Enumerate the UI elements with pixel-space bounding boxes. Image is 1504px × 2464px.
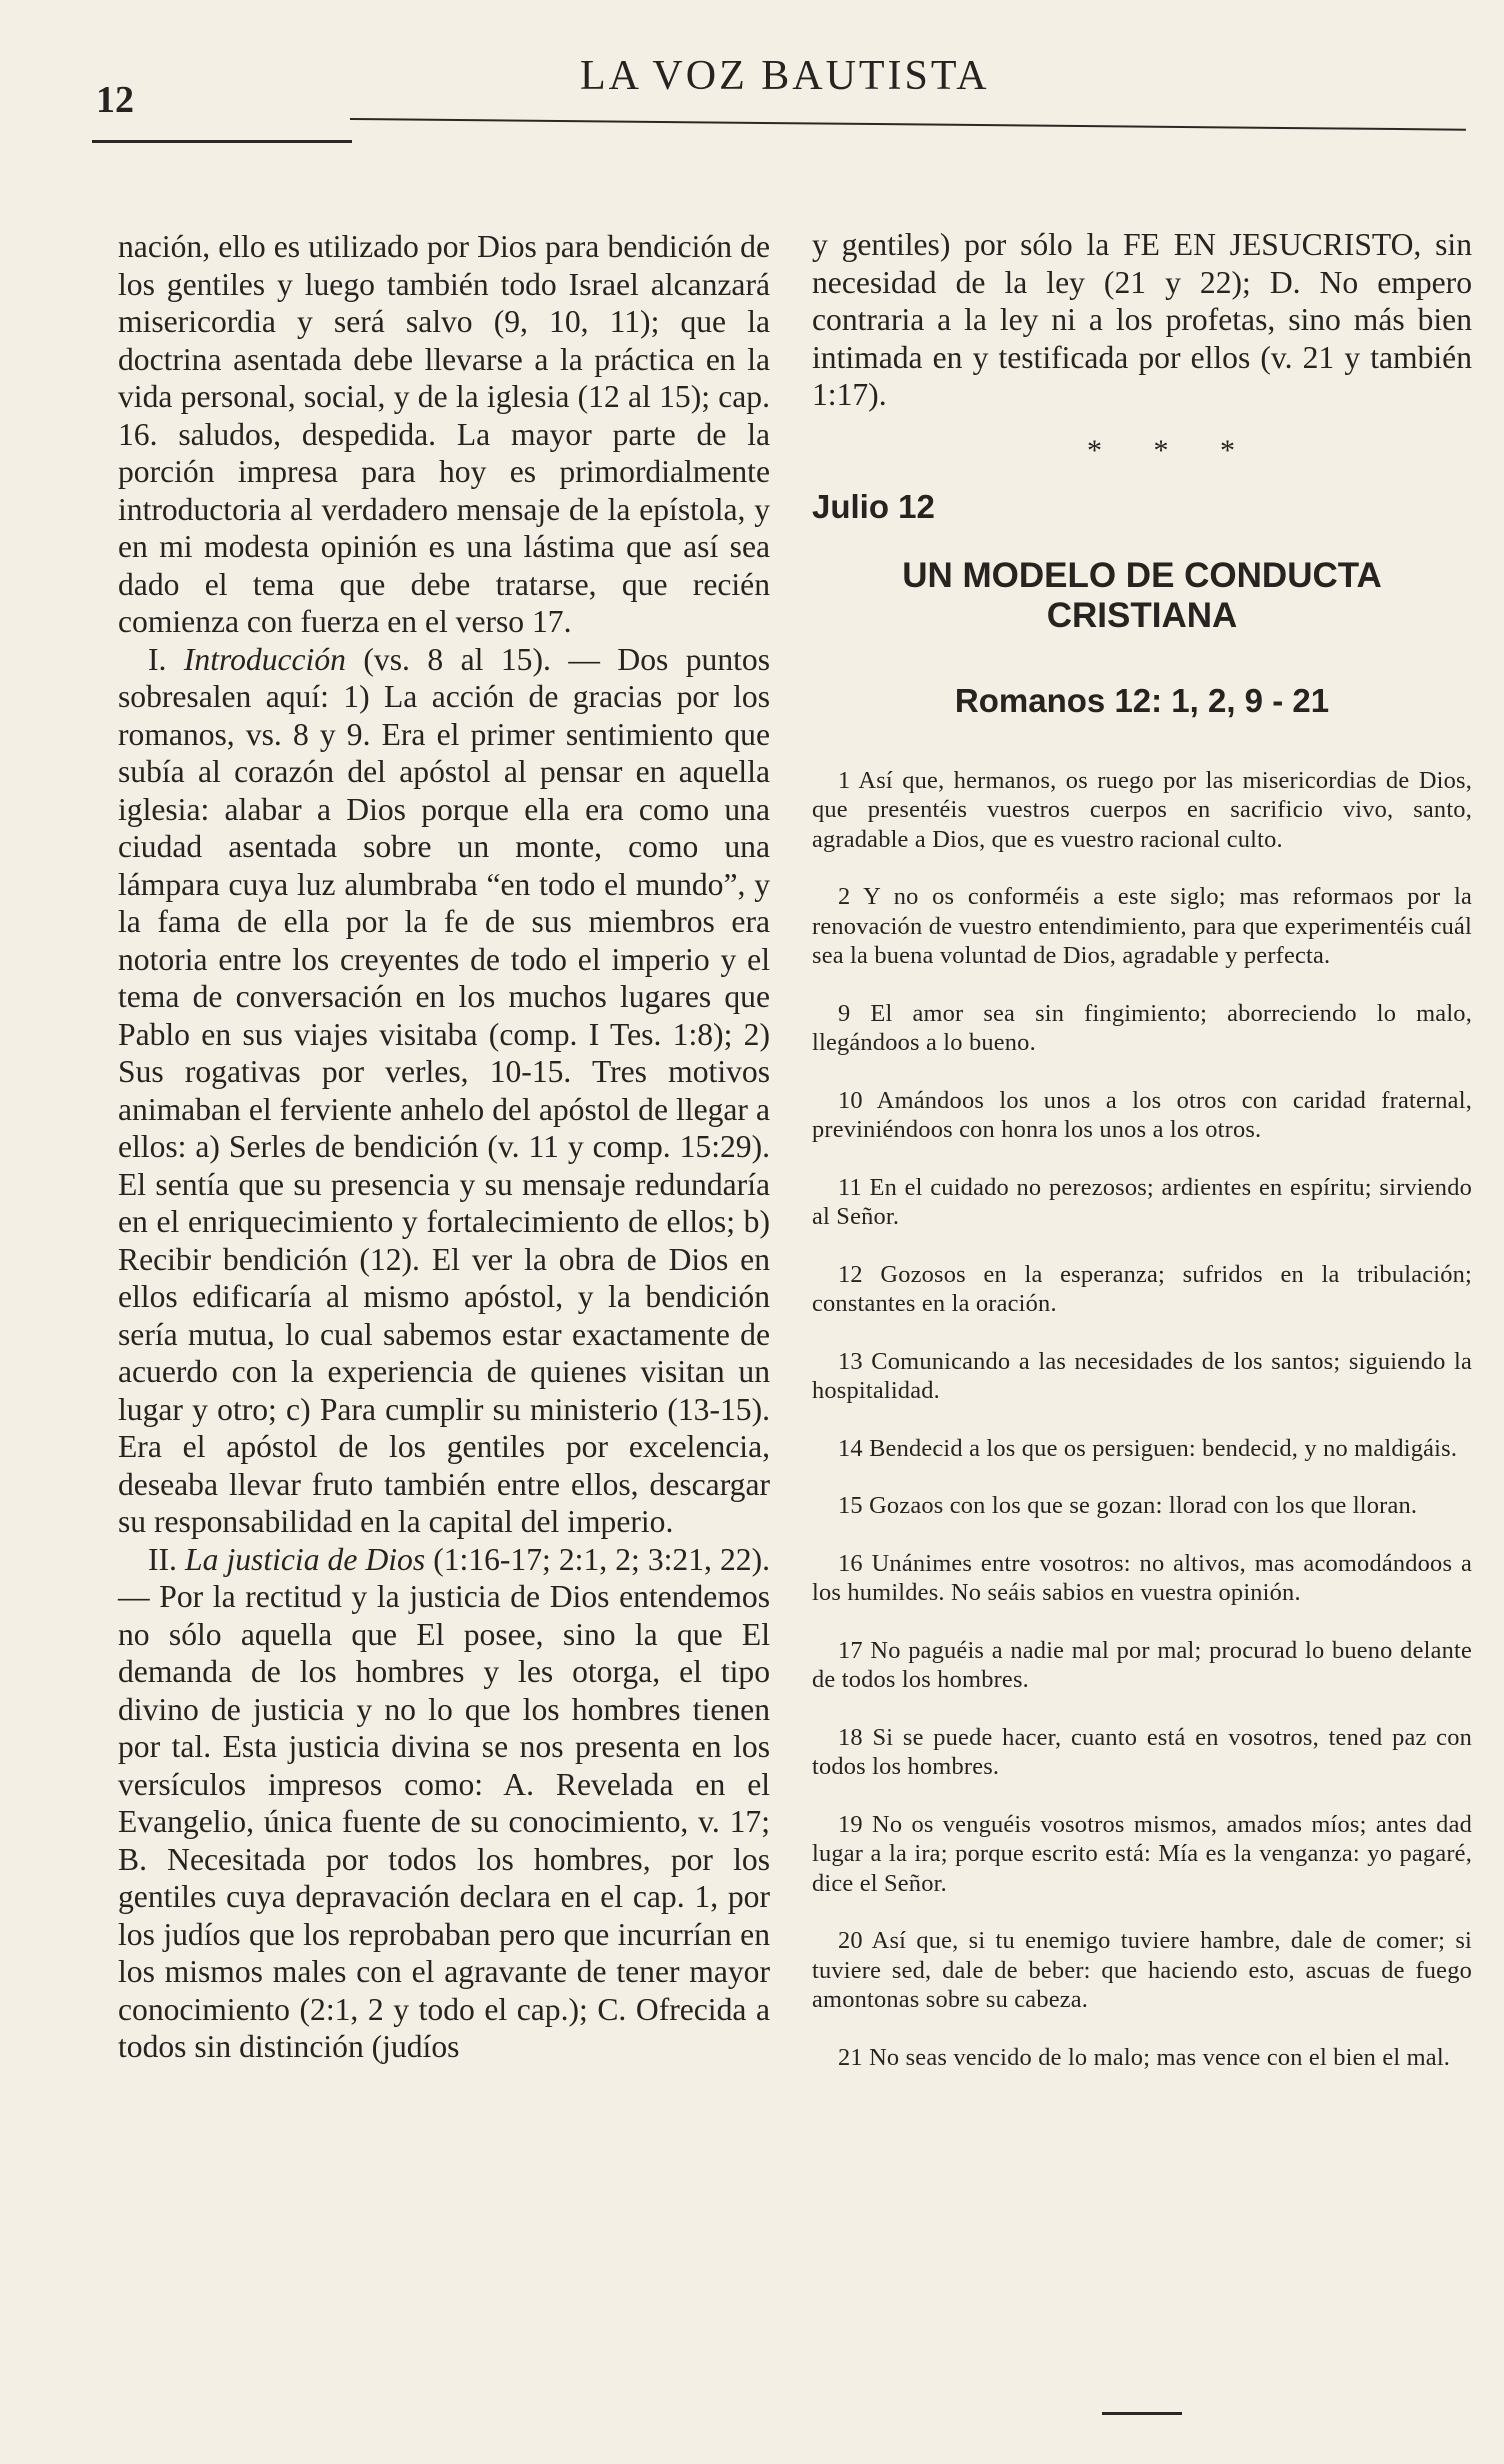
section-separator: * * * <box>1087 433 1257 467</box>
section-heading: Introducción <box>183 641 346 677</box>
verse: 11 En el cuidado no perezosos; ardientes en espíritu; sirviendo al Señor. <box>812 1173 1472 1230</box>
verse: 16 Unánimes entre vosotros: no altivos, mas acomodándoos a los humildes. No seáis sabios en vuestra opinión. <box>812 1549 1472 1606</box>
body-paragraph: nación, ello es utilizado por Dios para bendición de los gentiles y luego también todo Israel alcanzará misericordia y será salvo (9, 10, 11); que la doctrina asentada debe llevarse a la práctica en la vida personal, social, y de la iglesia (12 al 15); cap. 16. saludos, despedida. La mayor parte de la porción impresa para hoy es primordialmente introductoria al verdadero mensaje de la epístola, y en mi modesta opinión es una lástima que así sea dado el tema que debe tratarse, que recién comienza con fuerza en el verso 17. <box>118 229 770 639</box>
header-rule-right <box>350 118 1466 131</box>
verse: 12 Gozosos en la esperanza; sufridos en la tribulación; constantes en la oración. <box>812 1260 1472 1317</box>
verse: 13 Comunicando a las necesidades de los santos; siguiendo la hospitalidad. <box>812 1347 1472 1404</box>
verse: 9 El amor sea sin fingimiento; aborreciendo lo malo, llegándoos a lo bueno. <box>812 999 1472 1056</box>
verse: 10 Amándoos los unos a los otros con caridad fraternal, previniéndoos con honra los unos a los otros. <box>812 1086 1472 1143</box>
lesson-title: UN MODELO DE CONDUCTA CRISTIANA <box>902 555 1382 635</box>
section-introduction <box>118 641 770 1541</box>
verse: 2 Y no os conforméis a este siglo; mas reformaos por la renovación de vuestro entendimiento, para que experimentéis cuál sea la buena voluntad de Dios, agradable y perfecta. <box>812 883 1472 969</box>
left-column <box>118 228 770 2066</box>
verse: 1 Así que, hermanos, os ruego por las misericordias de Dios, que presentéis vuestros cuerpos en sacrificio vivo, santo, agradable a Dios, que es vuestro racional culto. <box>812 766 1472 853</box>
section-text: (vs. 8 al 15). — Dos puntos sobresalen aquí: 1) La acción de gracias por los romanos, vs. 8 y 9. Era el primer sentimiento que subía al corazón del apóstol al pensar en aquella iglesia: alabar a Dios porque ella era como una ciudad asentada sobre un monte, como una lámpara cuya luz alumbraba “en todo el mundo”, y la fama de ella por la fe de sus miembros era notoria entre los creyentes de todo el imperio y el tema de conversación en los muchos lugares que Pablo en sus viajes visitaba (comp. I Tes. 1:8); 2) Sus rogativas por verles, 10-15. Tres motivos animaban el ferviente anhelo del apóstol de llegar a ellos: a) Serles de bendición (v. 11 y comp. 15:29). El sentía que su presencia y su mensaje redundaría en el enriquecimiento y fortalecimiento de ellos; b) Recibir bendición (12). El ver la obra de Dios en ellos edificaría al mismo apóstol, y la bendición sería mutua, lo cual sabemos estar exactamente de acuerdo con la experiencia de quienes visitan un lugar y otro; c) Para cumplir su ministerio (13-15). Era el apóstol de los gentiles por excelencia, deseaba llevar fruto también entre ellos, descargar su responsabilidad en la capital del imperio. <box>118 641 771 1539</box>
section-heading: La justicia de Dios <box>185 1541 426 1577</box>
page-header <box>0 0 1504 160</box>
journal-title: LA VOZ BAUTISTA <box>580 53 990 99</box>
right-column <box>812 226 1472 2100</box>
verse: 15 Gozaos con los que se gozan: llorad con los que lloran. <box>838 1492 1418 1519</box>
verse: 17 No paguéis a nadie mal por mal; procurad lo bueno delante de todos los hombres. <box>812 1636 1472 1693</box>
header-rule-left <box>92 140 352 143</box>
section-number: II. <box>148 1541 177 1577</box>
verse-list <box>812 766 1472 2073</box>
page-number: 12 <box>96 79 134 121</box>
verse: 20 Así que, si tu enemigo tuviere hambre, dale de comer; si tuviere sed, dale de beber: que haciendo esto, ascuas de fuego amontonas sobre su cabeza. <box>812 1927 1472 2013</box>
scripture-reference: Romanos 12: 1, 2, 9 - 21 <box>954 681 1330 719</box>
lesson-date: Julio 12 <box>812 487 935 525</box>
verse: 19 No os venguéis vosotros mismos, amados míos; antes dad lugar a la ira; porque escrito está: Mía es la venganza: yo pagaré, dice el Señor. <box>812 1810 1472 1897</box>
verse: 14 Bendecid a los que os persiguen: bendecid, y no maldigáis. <box>838 1434 1458 1462</box>
verse: 18 Si se puede hacer, cuanto está en vosotros, tened paz con todos los hombres. <box>812 1723 1472 1780</box>
section-justicia <box>118 1541 770 2066</box>
continuation-paragraph: y gentiles) por sólo la FE EN JESUCRISTO, sin necesidad de la ley (21 y 22); D. No empero contraria a la ley ni a los profetas, sino más bien intimada en y testificada por ellos (v. 21 y también 1:17). <box>812 227 1472 412</box>
section-number: I. <box>148 641 167 677</box>
verse: 21 No seas vencido de lo malo; mas vence con el bien el mal. <box>838 2043 1451 2071</box>
end-rule <box>1102 2412 1182 2415</box>
section-text: (1:16-17; 2:1, 2; 3:21, 22). — Por la rectitud y la justicia de Dios entendemos no sólo aquella que El posee, sino la que El demanda de los hombres y les otorga, el tipo divino de justicia y no lo que los hombres tienen por tal. Esta justicia divina se nos presenta en los versículos impresos como: A. Revelada en el Evangelio, única fuente de su conocimiento, v. 17; B. Necesitada por todos los hombres, por los gentiles cuya depravación declara en el cap. 1, por los judíos que los reprobaban pero que incurrían en los mismos males con el agravante de tener mayor conocimiento (2:1, 2 y todo el cap.); C. Ofrecida a todos sin distinción (judíos <box>118 1541 770 2064</box>
